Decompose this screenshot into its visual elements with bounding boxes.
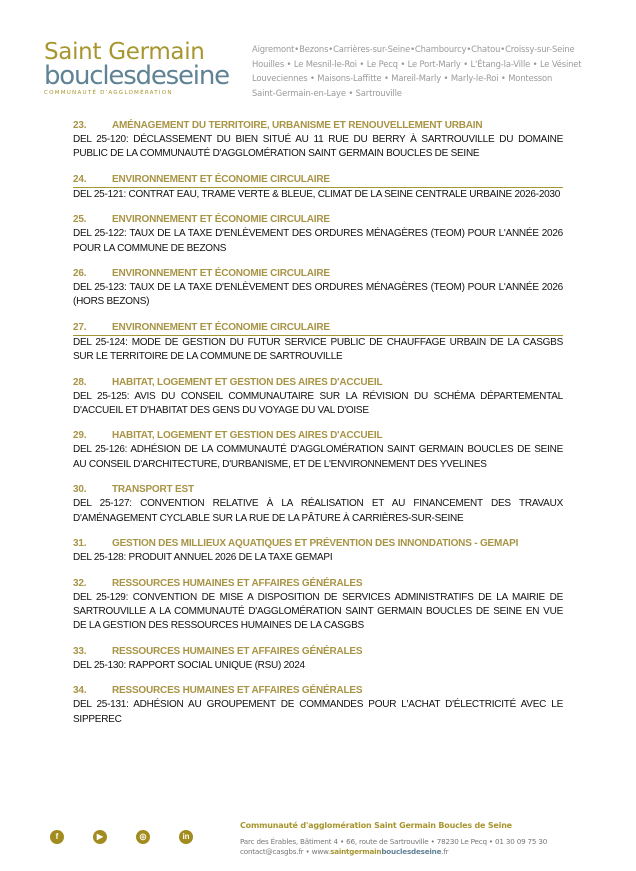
agenda-item-title: HABITAT, LOGEMENT ET GESTION DES AIRES D'ACCUEIL (112, 376, 383, 388)
web-suffix: .fr (441, 847, 449, 856)
agenda-item-deliberation: DEL 25-120: DÉCLASSEMENT DU BIEN SITUÉ AU 11 RUE DU BERRY À SARTROUVILLE DU DOMAINE PUBLIC DE LA COMMUNAUTÉ D'AGGLOMÉRATION SAINT GERMAIN BOUCLES DE SEINE (73, 134, 563, 160)
agenda-item-title: AMÉNAGEMENT DU TERRITOIRE, URBANISME ET RENOUVELLEMENT URBAIN (112, 120, 483, 131)
agenda-item (73, 577, 563, 634)
agenda-item (73, 684, 563, 727)
agenda-item-title: TRANSPORT EST (112, 484, 194, 496)
email-link[interactable]: contact@casgbs.fr (240, 847, 304, 856)
agenda-item-title: ENVIRONNEMENT ET ÉCONOMIE CIRCULAIRE (112, 268, 330, 280)
agenda-item-heading (73, 537, 563, 551)
agenda-item-title: RESSOURCES HUMAINES ET AFFAIRES GÉNÉRALES (112, 645, 363, 657)
separator: • (303, 847, 312, 856)
agenda-item-deliberation: DEL 25-125: AVIS DU CONSEIL COMMUNAUTAIRE SUR LA RÉVISION DU SCHÉMA DÉPARTEMENTAL D'ACCUEIL ET D'HABITAT DES GENS DU VOYAGE DU VAL D'OISE (73, 390, 563, 417)
agenda-items (73, 119, 563, 738)
web-prefix: www. (311, 847, 331, 856)
agenda-item-deliberation: DEL 25-127: CONVENTION RELATIVE À LA RÉALISATION ET AU FINANCEMENT DES TRAVAUX D'AMÉNAGEMENT CYCLABLE SUR LA RUE DE LA PÂTURE À CARRIÈRES-SUR-SEINE (73, 498, 563, 524)
agenda-item-deliberation: DEL 25-129: CONVENTION DE MISE A DISPOSITION DE SERVICES ADMINISTRATIFS DE LA MAIRIE DE SARTROUVILLE A LA COMMUNAUTÉ D'AGGLOMÉRATION SAINT GERMAIN BOUCLES DE SEINE EN VUE DE LA GESTION DES RESSOURCES HUMAINES DE LA CASGBS (73, 591, 563, 632)
website-link[interactable] (312, 847, 449, 856)
agenda-item-number: 33. (73, 645, 87, 657)
agenda-item-deliberation: DEL 25-126: ADHÉSION DE LA COMMUNAUTÉ D'AGGLOMÉRATION SAINT GERMAIN BOUCLES DE SEINE AU CONSEIL D'ARCHITECTURE, D'URBANISME, ET DE L'ENVIRONNEMENT DES YVELINES (73, 444, 563, 470)
footer-contact-block (240, 820, 600, 857)
agenda-item-deliberation: DEL 25-121: CONTRAT EAU, TRAME VERTE & BLEUE, CLIMAT DE LA SEINE CENTRALE URBAINE 2026-2030 (73, 188, 561, 200)
agenda-item (73, 483, 563, 526)
agenda-item-deliberation: DEL 25-128: PRODUIT ANNUEL 2026 DE LA TAXE GEMAPI (73, 552, 333, 564)
agenda-item-title: GESTION DES MILLIEUX AQUATIQUES ET PRÉVENTION DES INNONDATIONS - GEMAPI (112, 538, 519, 550)
member-towns (252, 42, 597, 100)
agenda-item-number: 26. (73, 268, 87, 280)
web-part-2: bouclesdeseine (381, 847, 442, 856)
agenda-item-heading (73, 321, 563, 336)
agenda-item-number: 32. (73, 577, 87, 589)
agenda-item-number: 31. (73, 538, 87, 550)
agenda-item (73, 429, 563, 472)
agenda-item (73, 321, 563, 365)
agenda-item-heading (73, 376, 563, 390)
agenda-item-deliberation: DEL 25-122: TAUX DE LA TAXE D'ENLÈVEMENT DES ORDURES MÉNAGÈRES (TEOM) POUR L'ANNÉE 2026 POUR LA COMMUNE DE BEZONS (73, 228, 563, 254)
agenda-item (73, 213, 563, 256)
web-part-1: saintgermain (330, 847, 382, 856)
logo (44, 40, 244, 97)
social-links (50, 830, 222, 844)
agenda-item-title: ENVIRONNEMENT ET ÉCONOMIE CIRCULAIRE (112, 214, 330, 226)
agenda-item-title: RESSOURCES HUMAINES ET AFFAIRES GÉNÉRALES (112, 577, 363, 589)
agenda-item-title: RESSOURCES HUMAINES ET AFFAIRES GÉNÉRALES (112, 685, 363, 697)
agenda-item (73, 537, 563, 565)
agenda-item-heading (73, 173, 563, 188)
agenda-item-title: ENVIRONNEMENT ET ÉCONOMIE CIRCULAIRE (112, 321, 330, 333)
agenda-item (73, 645, 563, 673)
agenda-item-number: 25. (73, 214, 87, 226)
linkedin-icon[interactable]: in (179, 830, 193, 844)
logo-tagline: COMMUNAUTÉ D'AGGLOMÉRATION (44, 90, 173, 96)
towns-line: Aigremont•Bezons•Carrières-sur-Seine•Chambourcy•Chatou•Croissy-sur-Seine (252, 44, 575, 54)
agenda-item-number: 29. (73, 430, 87, 442)
agenda-item-deliberation: DEL 25-123: TAUX DE LA TAXE D'ENLÈVEMENT DES ORDURES MÉNAGÈRES (TEOM) POUR L'ANNÉE 2026 (HORS BEZONS) (73, 282, 563, 308)
logo-line-2: bouclesdeseine (44, 61, 229, 91)
towns-line: Houilles • Le Mesnil-le-Roi • Le Pecq • Le Port-Marly • L'Étang-la-Ville • Le Vésinet (252, 58, 582, 69)
agenda-item-number: 34. (73, 685, 87, 697)
agenda-item-number: 27. (73, 321, 87, 333)
agenda-item-heading (73, 684, 563, 698)
agenda-item-heading (73, 429, 563, 443)
agenda-item-deliberation: DEL 25-130: RAPPORT SOCIAL UNIQUE (RSU) 2024 (73, 659, 305, 671)
towns-line: Louveciennes • Maisons-Laffitte • Mareil-Marly • Marly-le-Roi • Montesson (252, 73, 553, 84)
agenda-item-heading (73, 119, 563, 133)
agenda-item-number: 28. (73, 376, 87, 388)
agenda-item-deliberation: DEL 25-131: ADHÉSION AU GROUPEMENT DE COMMANDES POUR L'ACHAT D'ÉLECTRICITÉ AVEC LE SIPPEREC (73, 699, 563, 725)
agenda-item-heading (73, 213, 563, 227)
logo-line-1: Saint Germain (44, 39, 205, 65)
agenda-item-heading (73, 267, 563, 281)
agenda-item-heading (73, 645, 563, 659)
agenda-item-title: HABITAT, LOGEMENT ET GESTION DES AIRES D'ACCUEIL (112, 430, 383, 442)
agenda-item-number: 23. (73, 120, 87, 131)
agenda-item (73, 376, 563, 419)
footer-org-name: Communauté d'agglomération Saint Germain Boucles de Seine (240, 821, 512, 830)
footer-address: Parc des Érables, Bâtiment 4 • 66, route de Sartrouville • 78230 Le Pecq • 01 30 09 75 30 (240, 837, 548, 846)
agenda-item (73, 119, 563, 162)
footer-contact-line (240, 847, 600, 857)
youtube-icon[interactable]: ▶ (93, 830, 107, 844)
agenda-item-number: 24. (73, 173, 87, 185)
towns-line: Saint-Germain-en-Laye • Sartrouville (252, 87, 402, 98)
instagram-icon[interactable]: ◎ (136, 830, 150, 844)
agenda-item-number: 30. (73, 484, 87, 496)
agenda-item-title: ENVIRONNEMENT ET ÉCONOMIE CIRCULAIRE (112, 173, 330, 185)
agenda-item (73, 173, 563, 202)
agenda-item (73, 267, 563, 310)
agenda-item-deliberation: DEL 25-124: MODE DE GESTION DU FUTUR SERVICE PUBLIC DE CHAUFFAGE URBAIN DE LA CASGBS SUR LE TERRITOIRE DE LA COMMUNE DE SARTROUVILLE (73, 336, 563, 363)
agenda-item-heading (73, 577, 563, 591)
facebook-icon[interactable]: f (50, 830, 64, 844)
agenda-item-heading (73, 483, 563, 497)
